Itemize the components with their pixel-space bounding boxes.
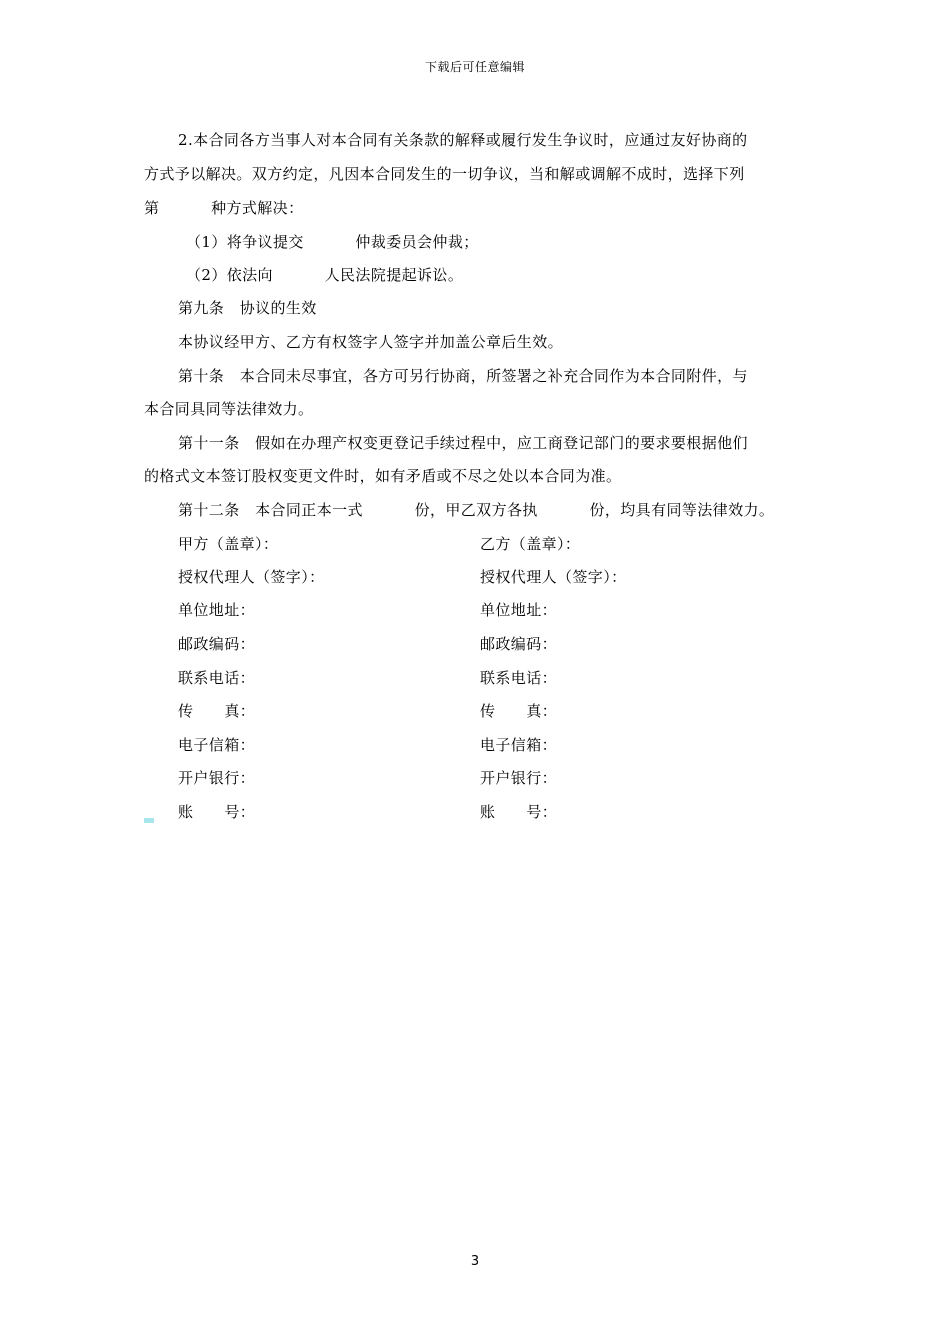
page-number: 3 [470, 1254, 480, 1269]
article-10-line-1: 第十条 本合同未尽事宜，各方可另行协商，所签署之补充合同作为本合同附件，与 [178, 367, 748, 385]
party-b-agent: 授权代理人（签字）： [480, 568, 627, 586]
party-b-account: 账 号： [480, 803, 558, 821]
article-9-title: 第九条 协议的生效 [178, 299, 317, 317]
article-9-text: 本协议经甲方、乙方有权签字人签字并加盖公章后生效。 [178, 333, 564, 351]
party-a-postcode: 邮政编码： [178, 635, 256, 653]
party-b-postcode: 邮政编码： [480, 635, 558, 653]
party-a-agent: 授权代理人（签字）： [178, 568, 325, 586]
party-a-seal: 甲方（盖章）： [178, 535, 279, 553]
party-b-address: 单位地址： [480, 601, 558, 619]
dispute-option-1: （1）将争议提交 仲裁委员会仲裁； [186, 233, 479, 251]
clause-2-line-3: 第 种方式解决： [144, 199, 304, 217]
party-b-bank: 开户银行： [480, 769, 558, 787]
article-11-line-1: 第十一条 假如在办理产权变更登记手续过程中，应工商登记部门的要求要根据他们 [178, 434, 748, 452]
dispute-option-2: （2）依法向 人民法院提起诉讼。 [186, 266, 464, 284]
clause-2-line-1: 2.本合同各方当事人对本合同有关条款的解释或履行发生争议时，应通过友好协商的 [178, 131, 748, 149]
article-12: 第十二条 本合同正本一式 份，甲乙双方各执 份，均具有同等法律效力。 [178, 501, 775, 519]
party-b-email: 电子信箱： [480, 736, 558, 754]
party-a-fax: 传 真： [178, 702, 256, 720]
text-cursor-marker [144, 818, 154, 823]
party-a-phone: 联系电话： [178, 669, 256, 687]
party-a-address: 单位地址： [178, 601, 256, 619]
clause-2-line-2: 方式予以解决。双方约定，凡因本合同发生的一切争议，当和解或调解不成时，选择下列 [144, 165, 745, 183]
party-b-fax: 传 真： [480, 702, 558, 720]
party-b-seal: 乙方（盖章）： [480, 535, 581, 553]
party-b-phone: 联系电话： [480, 669, 558, 687]
article-10-line-2: 本合同具同等法律效力。 [144, 400, 314, 418]
party-a-bank: 开户银行： [178, 769, 256, 787]
party-a-email: 电子信箱： [178, 736, 256, 754]
party-a-account: 账 号： [178, 803, 256, 821]
page-header: 下载后可任意编辑 [424, 60, 525, 74]
article-11-line-2: 的格式文本签订股权变更文件时，如有矛盾或不尽之处以本合同为准。 [144, 467, 622, 485]
